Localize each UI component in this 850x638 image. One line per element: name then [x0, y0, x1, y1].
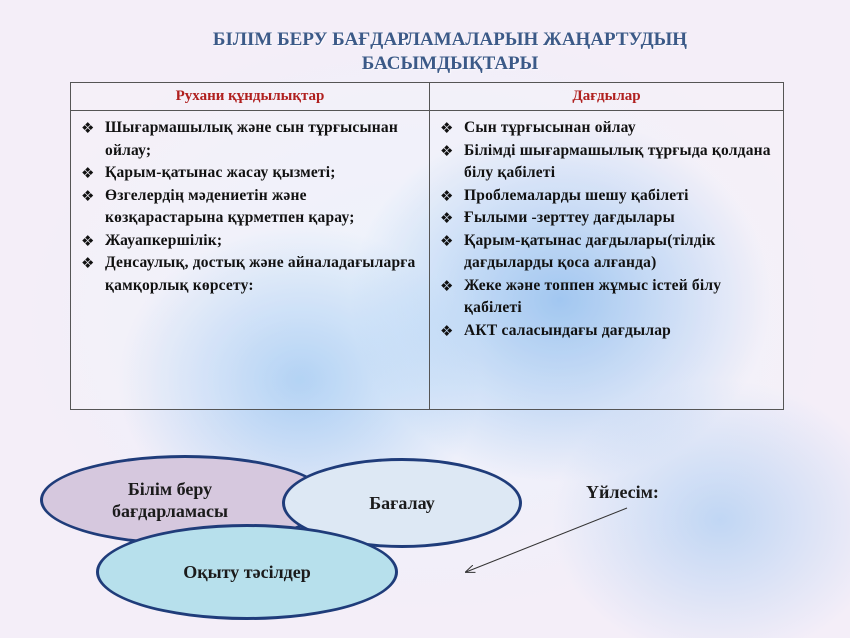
ellipse-label: бағдарламасы	[111, 501, 229, 521]
diamond-bullet-icon: ❖	[81, 186, 95, 205]
diamond-bullet-icon: ❖	[440, 276, 454, 295]
list-item: ❖ Жауапкершілік;	[81, 230, 419, 253]
ellipse-label: Білім беру	[127, 479, 213, 499]
diamond-bullet-icon: ❖	[81, 164, 95, 182]
header-skills: Дағдылар	[430, 83, 784, 111]
list-item: ❖ Өзгелердің мәдениетін және көзқарастарына құрметпен қарау;	[81, 186, 355, 226]
diamond-bullet-icon: ❖	[81, 231, 95, 250]
list-item: ❖ Білімді шығармашылық тұрғыда қолдана білу қабілеті	[440, 141, 771, 181]
list-item: ❖ Шығармашылық және сын тұрғысынан ойлау;	[81, 119, 398, 159]
ellipse-label: Бағалау	[369, 493, 435, 513]
diamond-bullet-icon: ❖	[440, 209, 454, 227]
list-item: ❖ Проблемаларды шешу қабілеті	[440, 185, 773, 208]
header-spiritual-values: Рухани құндылықтар	[71, 83, 430, 111]
diamond-bullet-icon: ❖	[81, 254, 95, 272]
title-line-1: БІЛІМ БЕРУ БАҒДАРЛАМАЛАРЫН ЖАҢАРТУДЫҢ	[212, 29, 688, 50]
list-item: ❖ АКТ саласындағы дағдылар	[440, 320, 773, 343]
list-item: ❖ Қарым-қатынас жасау қызметі;	[81, 162, 419, 185]
diamond-bullet-icon: ❖	[440, 186, 454, 205]
ellipse-label: Оқыту тәсілдер	[183, 562, 311, 582]
diamond-bullet-icon: ❖	[440, 119, 454, 137]
unity-label: Үйлесім:	[586, 482, 659, 502]
list-item: ❖ Ғылыми -зерттеу дағдылары	[440, 207, 773, 230]
list-item: ❖ Қарым-қатынас дағдылары(тілдік дағдыларды қоса алғанда)	[440, 231, 716, 271]
diamond-bullet-icon: ❖	[81, 119, 95, 137]
title-line-2: БАСЫМДЫҚТАРЫ	[361, 53, 539, 74]
diamond-bullet-icon: ❖	[440, 321, 454, 340]
list-item: ❖ Сын тұрғысынан ойлау	[440, 117, 773, 140]
list-item: ❖ Жеке және топпен жұмыс істей білу қабілеті	[440, 276, 722, 316]
diamond-bullet-icon: ❖	[440, 141, 454, 160]
list-item: ❖ Денсаулық, достық және айналадағыларға қамқорлық көрсету:	[81, 254, 416, 294]
diamond-bullet-icon: ❖	[440, 231, 454, 250]
